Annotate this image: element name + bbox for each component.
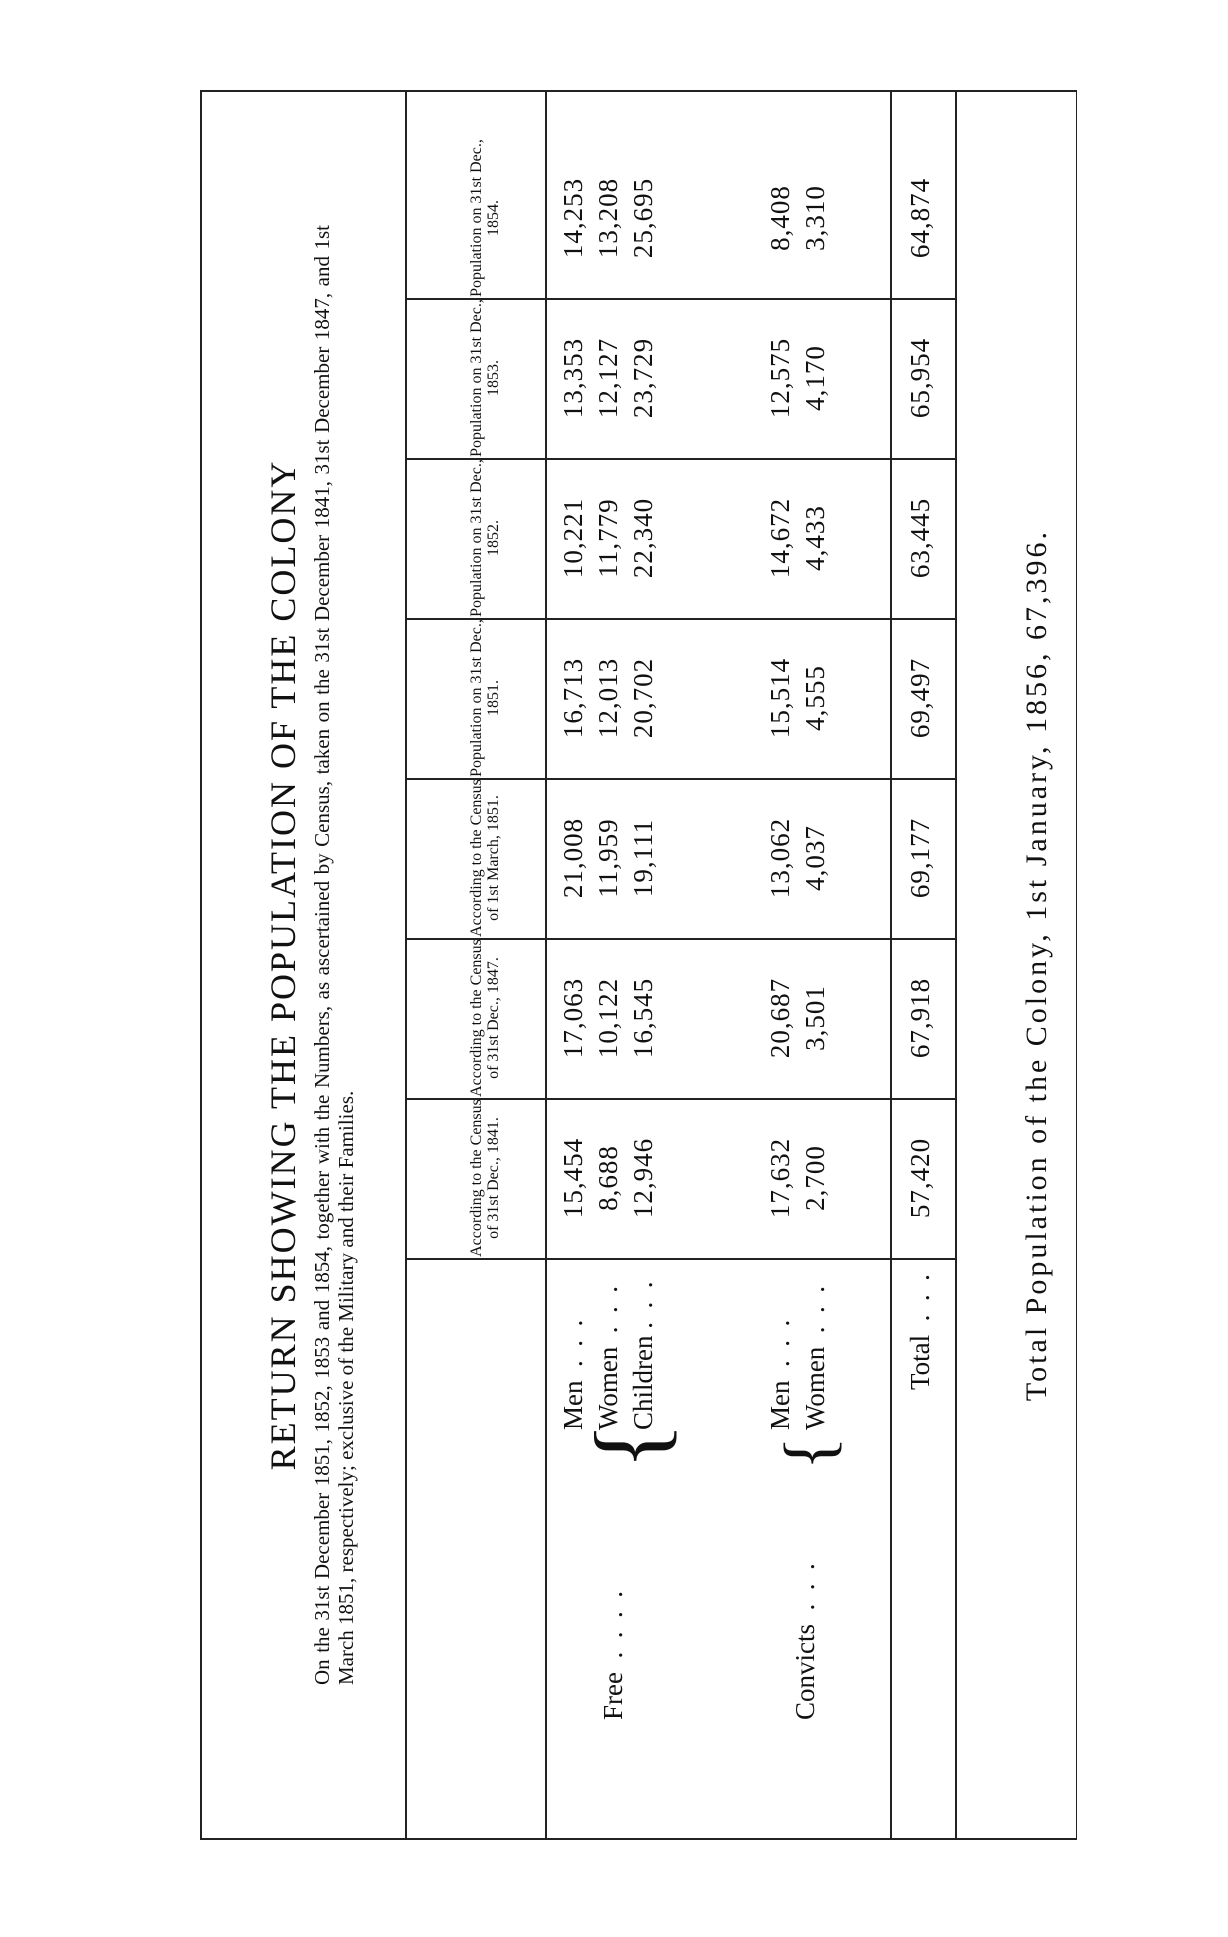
- column-header: Population on 31st Dec., 1851.: [468, 619, 502, 777]
- page-title: RETURN SHOWING THE POPULATION OF THE COLONY: [263, 459, 303, 1471]
- table-cell: 11,959: [593, 818, 623, 898]
- brace-convicts: {: [771, 1436, 848, 1470]
- table-cell: 12,575: [765, 337, 795, 419]
- column-header: Population on 31st Dec., 1853.: [468, 299, 502, 457]
- grand-total-line: Total Population of the Colony, 1st January, 1856, 67,396.: [1020, 528, 1053, 1402]
- table-cell: 2,700: [800, 1145, 830, 1211]
- table-cell: 13,353: [558, 337, 588, 419]
- table-cell: 8,408: [765, 185, 795, 251]
- row-label: Women . . .: [800, 1285, 830, 1430]
- table-cell: 21,008: [558, 817, 588, 899]
- table-cell: 10,221: [558, 497, 588, 579]
- table-cell: 17,632: [765, 1137, 795, 1219]
- table-cell: 12,013: [593, 657, 623, 739]
- total-cell: 64,874: [905, 177, 935, 259]
- table-cell: 10,122: [593, 977, 623, 1059]
- total-cell: 67,918: [905, 977, 935, 1059]
- population-return-table: [200, 90, 1077, 1840]
- table-cell: 15,514: [765, 657, 795, 739]
- table-cell: 11,779: [593, 498, 623, 578]
- table-cell: 14,253: [558, 177, 588, 259]
- table-cell: 19,111: [628, 818, 658, 898]
- total-cell: 63,445: [905, 497, 935, 579]
- total-bottom-rule: [955, 90, 957, 1840]
- column-header: According to the Census of 31st Dec., 1841.: [468, 1099, 502, 1257]
- table-cell: 3,501: [800, 985, 830, 1051]
- table-cell: 16,713: [558, 657, 588, 739]
- total-top-rule: [890, 90, 892, 1840]
- table-cell: 22,340: [628, 497, 658, 579]
- column-rule: [405, 1258, 955, 1260]
- header-top-rule: [405, 90, 407, 1840]
- intro-paragraph: On the 31st December 1851, 1852, 1853 and 1854, together with the Numbers, as ascertained by Census, taken on the 31st December 1841, 31st December 1847, and 1st March 1851, respectively; exclusive of the Military and their Families.: [310, 225, 358, 1685]
- table-cell: 15,454: [558, 1137, 588, 1219]
- table-cell: 4,555: [800, 665, 830, 731]
- total-cell: 69,497: [905, 657, 935, 739]
- table-cell: 13,208: [593, 177, 623, 259]
- column-header: Population on 31st Dec., 1852.: [468, 459, 502, 617]
- column-header: Population on 31st Dec., 1854.: [468, 139, 502, 297]
- table-cell: 8,688: [593, 1145, 623, 1211]
- table-cell: 16,545: [628, 977, 658, 1059]
- table-cell: 23,729: [628, 337, 658, 419]
- table-cell: 4,170: [800, 345, 830, 411]
- table-cell: 14,672: [765, 497, 795, 579]
- table-cell: 12,946: [628, 1137, 658, 1219]
- row-label: Children . . .: [628, 1281, 658, 1430]
- table-cell: 3,310: [800, 185, 830, 251]
- column-header: According to the Census of 31st Dec., 1847.: [468, 939, 502, 1097]
- table-cell: 17,063: [558, 977, 588, 1059]
- header-bottom-rule: [545, 90, 547, 1840]
- total-label: Total . . .: [905, 1274, 935, 1390]
- table-cell: 25,695: [628, 177, 658, 259]
- total-cell: 69,177: [905, 817, 935, 899]
- brace-free: {: [574, 1422, 685, 1470]
- table-cell: 4,433: [800, 505, 830, 571]
- row-label: Women . . .: [593, 1285, 623, 1430]
- table-cell: 12,127: [593, 337, 623, 419]
- table-cell: 20,702: [628, 657, 658, 739]
- group-label-convicts: Convicts . . .: [790, 1563, 820, 1720]
- group-label-free: Free . . . .: [598, 1591, 628, 1720]
- column-header: According to the Census of 1st March, 1851.: [468, 779, 502, 937]
- table-cell: 13,062: [765, 817, 795, 899]
- row-label: Men . . .: [765, 1319, 795, 1430]
- total-cell: 57,420: [905, 1137, 935, 1219]
- total-cell: 65,954: [905, 337, 935, 419]
- table-cell: 4,037: [800, 825, 830, 891]
- table-cell: 20,687: [765, 977, 795, 1059]
- row-label: Men . . .: [558, 1319, 588, 1430]
